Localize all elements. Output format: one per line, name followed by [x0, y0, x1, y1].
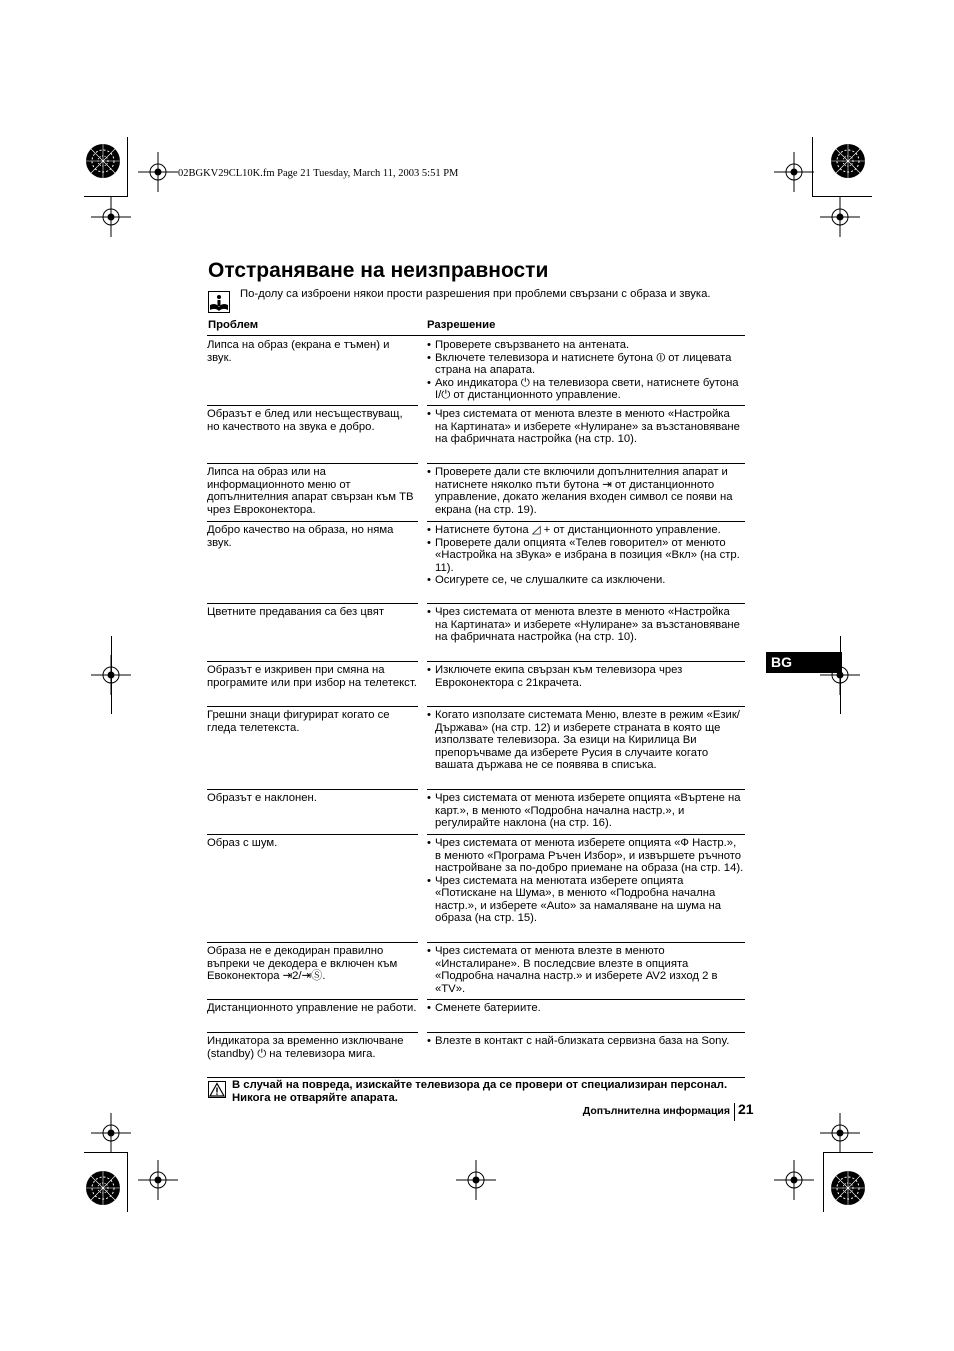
row-divider: [207, 521, 418, 522]
solution-item: • Чрез системата от менюта влезте в менюто «Настройка на Картината» и изберете «Нулиране» за възстановяване на фабричната настройка (на стр. 10).: [427, 606, 745, 644]
header-divider: [207, 335, 745, 336]
problem-cell: Грешни знаци фигурират когато се гледа телетекста.: [207, 709, 390, 734]
solution-cell: [427, 524, 745, 587]
registration-mark-icon: [829, 1169, 867, 1207]
solution-list: [427, 664, 745, 689]
row-divider: [427, 706, 745, 707]
solution-item: • Проверете дали опцията «Телев говорител» от менюто «Настройка на зВука» е избрана в позиция «Вкл» (на стр. 11).: [427, 537, 745, 575]
crop-target-icon: [91, 1113, 131, 1153]
solution-list: [427, 945, 745, 995]
row-divider: [207, 463, 418, 464]
crop-target-icon: [91, 197, 131, 237]
row-divider: [427, 661, 745, 662]
solution-list: [427, 837, 745, 925]
solution-cell: [427, 709, 745, 772]
info-book-icon: [208, 291, 230, 313]
page-number: 21: [738, 1101, 754, 1117]
crop-target-icon: [820, 197, 860, 237]
problem-cell: Липса на образ или на информационното меню от допълнителния апарат свързан към ТВ чрез Евроконектора.: [207, 466, 414, 516]
solution-cell: [427, 792, 745, 830]
solution-list: [427, 408, 745, 446]
registration-mark-icon: [84, 142, 122, 180]
page-title: Отстраняване на неизправности: [208, 259, 549, 282]
problem-cell: Липса на образ (екрана е тъмен) и звук.: [207, 339, 390, 364]
solution-cell: [427, 1035, 745, 1048]
solution-item: • Включете телевизора и натиснете бутона ⏼ от лицевата страна на апарата.: [427, 352, 745, 377]
row-divider: [207, 942, 418, 943]
solution-item: • Сменете батериите.: [427, 1002, 745, 1015]
row-divider: [427, 603, 745, 604]
problem-cell: Индикатора за временно изключване (standby) ⏻ на телевизора мига.: [207, 1035, 404, 1060]
row-divider: [207, 603, 418, 604]
crop-target-icon: [820, 1113, 860, 1153]
row-divider: [427, 942, 745, 943]
solution-cell: [427, 664, 745, 689]
crop-target-icon: [138, 1160, 178, 1200]
solution-item: • Чрез системата на менютата изберете опцията «Потискане на Шума», в менюто «Подробна начална настр.», и изберете «Auto» за намаляване на шума на образа (на стр. 15).: [427, 875, 745, 925]
language-tab: BG: [766, 652, 842, 673]
print-header: 02BGKV29CL10K.fm Page 21 Tuesday, March 11, 2003 5:51 PM: [178, 168, 459, 179]
solution-item: • Чрез системата от менюта влезте в менюто «Инсталиране». В последсвие влезте в опцията «Подробна начална настр.» и изберете AV2 изход 2 в «TV».: [427, 945, 745, 995]
warning-triangle-icon: [208, 1081, 226, 1098]
solution-list: [427, 466, 745, 516]
solution-list: [427, 524, 745, 587]
problem-cell: Образът е наклонен.: [207, 792, 317, 804]
problem-cell: Образа не е декодиран правилно въпреки че декодера е включен към Евоконектора ⇥2/⇥Ⓢ.: [207, 945, 398, 982]
footer-divider: [734, 1103, 735, 1121]
solution-list: [427, 606, 745, 644]
solution-cell: [427, 1002, 745, 1015]
row-divider: [427, 999, 745, 1000]
row-divider: [207, 706, 418, 707]
row-divider: [207, 999, 418, 1000]
footer-section-title: Допълнителна информация: [582, 1105, 730, 1117]
registration-mark-icon: [84, 1169, 122, 1207]
crop-target-icon: [774, 152, 814, 192]
solution-list: [427, 1002, 745, 1015]
solution-item: • Влезте в контакт с най-близката сервизна база на Sony.: [427, 1035, 745, 1048]
solution-cell: [427, 837, 745, 925]
solution-cell: [427, 945, 745, 995]
solution-list: [427, 339, 745, 402]
solution-list: [427, 709, 745, 772]
solution-cell: [427, 606, 745, 644]
warning-note: [232, 1079, 732, 1105]
row-divider: [427, 789, 745, 790]
solution-item: • Чрез системата от менюта изберете опцията «Въртене на карт.», в менюто «Подробна начална настр.», и регулирайте наклона (на стр. 16).: [427, 792, 745, 830]
crop-target-icon: [774, 1160, 814, 1200]
row-divider: [207, 834, 418, 835]
row-divider: [207, 661, 418, 662]
solution-list: [427, 792, 745, 830]
crop-target-icon: [138, 152, 178, 192]
problem-cell: Дистанционното управление не работи.: [207, 1002, 417, 1014]
solution-cell: [427, 339, 745, 402]
solution-item: • Проверете дали сте включили допълнителния апарат и натиснете няколко пъти бутона ⇥ от дистанционното управление, докато желания входен символ се появи на екрана (на стр. 19).: [427, 466, 745, 516]
problem-cell: Образът е блед или несъществуващ, но качеството на звука е добро.: [207, 408, 403, 433]
solution-item: • Изключете екипа свързан към телевизора чрез Евроконектора с 21крачета.: [427, 664, 745, 689]
column-header-problem: Проблем: [208, 319, 259, 331]
solution-item: • Проверете свързването на антената.: [427, 339, 745, 352]
solution-item: • Осигурете се, че слушалките са изключени.: [427, 574, 745, 587]
warning-line-1: В случай на повреда, изискайте телевизора да се провери от специализиран персонал.: [232, 1079, 728, 1091]
row-divider: [427, 463, 745, 464]
row-divider: [207, 789, 418, 790]
problem-cell: Образ с шум.: [207, 837, 278, 849]
row-divider: [427, 405, 745, 406]
solution-item: • Натиснете бутона ◿ + от дистанционното управление.: [427, 524, 745, 537]
solution-item: • Ако индикатора ⏻ на телевизора свети, натиснете бутона I/⏻ от дистанционното управление.: [427, 377, 745, 402]
row-divider: [427, 834, 745, 835]
problem-cell: Цветните предавания са без цвят: [207, 606, 385, 618]
solution-item: • Чрез системата от менюта влезте в менюто «Настройка на Картината» и изберете «Нулиране» за възстановяване на фабричната настройка (на стр. 10).: [427, 408, 745, 446]
solution-item: • Когато използате системата Меню, влезте в режим «Език/Държава» (на стр. 12) и изберете страната в която ще използвате телевизора. За езици на Кирилица Ви препоръчваме да изберете Русия в случаите когато вашата държава не се появява в списъка.: [427, 709, 745, 772]
row-divider: [207, 1077, 745, 1078]
row-divider: [207, 1032, 418, 1033]
problem-cell: Добро качество на образа, но няма звук.: [207, 524, 394, 549]
crop-target-icon: [456, 1160, 496, 1200]
warning-line-2: Никога не отваряйте апарата.: [232, 1092, 398, 1104]
problem-cell: Образът е изкривен при смяна на програмите или при избор на телетекст.: [207, 664, 417, 689]
registration-mark-icon: [829, 142, 867, 180]
row-divider: [427, 1032, 745, 1033]
row-divider: [427, 521, 745, 522]
solution-list: [427, 1035, 745, 1048]
row-divider: [207, 405, 418, 406]
solution-cell: [427, 466, 745, 516]
column-header-solution: Разрешение: [427, 319, 496, 331]
solution-item: • Чрез системата от менюта изберете опцията «Ф Настр.», в менюто «Програма Ръчен Избор», и извършете ръчното настройване за по-добро приемане на образа (на стр. 14).: [427, 837, 745, 875]
intro-text: По-долу са изброени някои прости разрешения при проблеми свързани с образа и звука.: [240, 288, 711, 300]
solution-cell: [427, 408, 745, 446]
